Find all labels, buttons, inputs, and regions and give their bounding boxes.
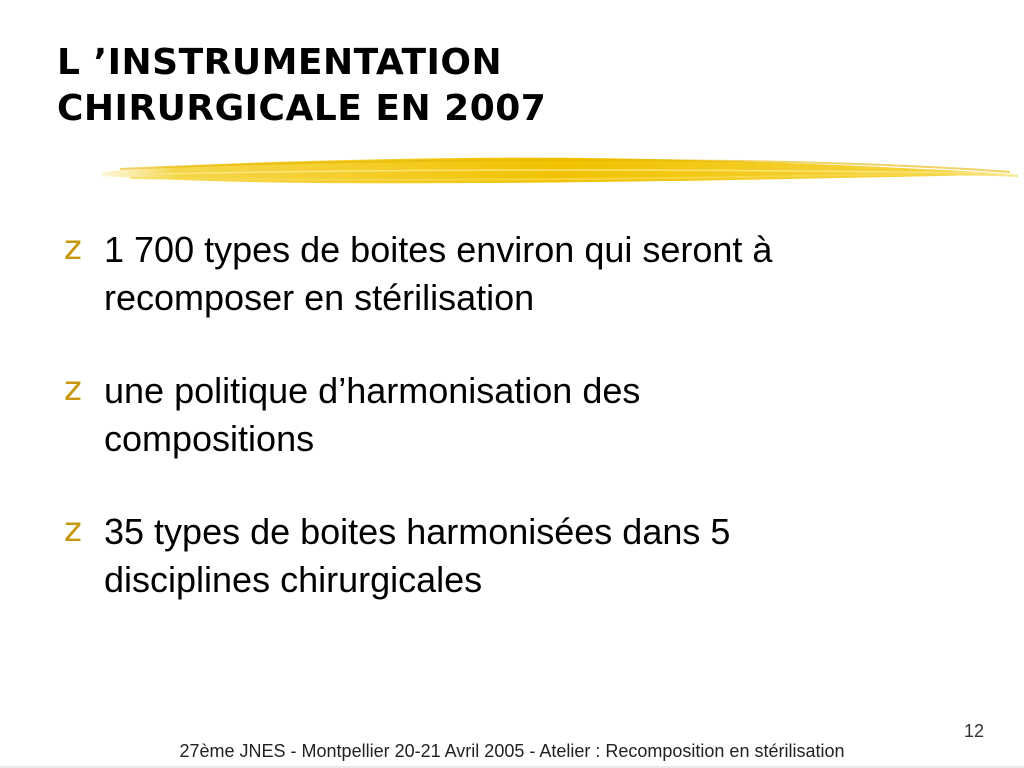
bullet-text-line-2: compositions	[104, 418, 315, 459]
page-number: 12	[963, 721, 984, 741]
bullet-list	[62, 226, 982, 649]
bullet-item	[62, 508, 982, 604]
z-bullet-icon: z	[64, 510, 82, 550]
z-bullet-icon: z	[64, 369, 82, 409]
title-line-2: CHIRURGICALE EN 2007	[57, 88, 547, 129]
bullet-item	[62, 367, 982, 463]
footer-text: 27ème JNES - Montpellier 20-21 Avril 2005 - Atelier : Recomposition en stérilisation	[179, 741, 845, 761]
bullet-text-line-2: disciplines chirurgicales	[104, 559, 483, 600]
bullet-text-line-1: 1 700 types de boites environ qui seront à	[104, 229, 773, 270]
title-line-1: L ’INSTRUMENTATION	[57, 42, 503, 83]
bullet-text-line-1: 35 types de boites harmonisées dans 5	[104, 511, 731, 552]
bullet-text-line-2: recomposer en stérilisation	[104, 277, 535, 318]
bullet-item	[62, 226, 982, 322]
bullet-text-line-1: une politique d’harmonisation des	[104, 370, 641, 411]
z-bullet-icon: z	[64, 228, 82, 268]
highlighter-stroke-decoration	[100, 152, 1024, 192]
slide-title	[57, 40, 957, 132]
